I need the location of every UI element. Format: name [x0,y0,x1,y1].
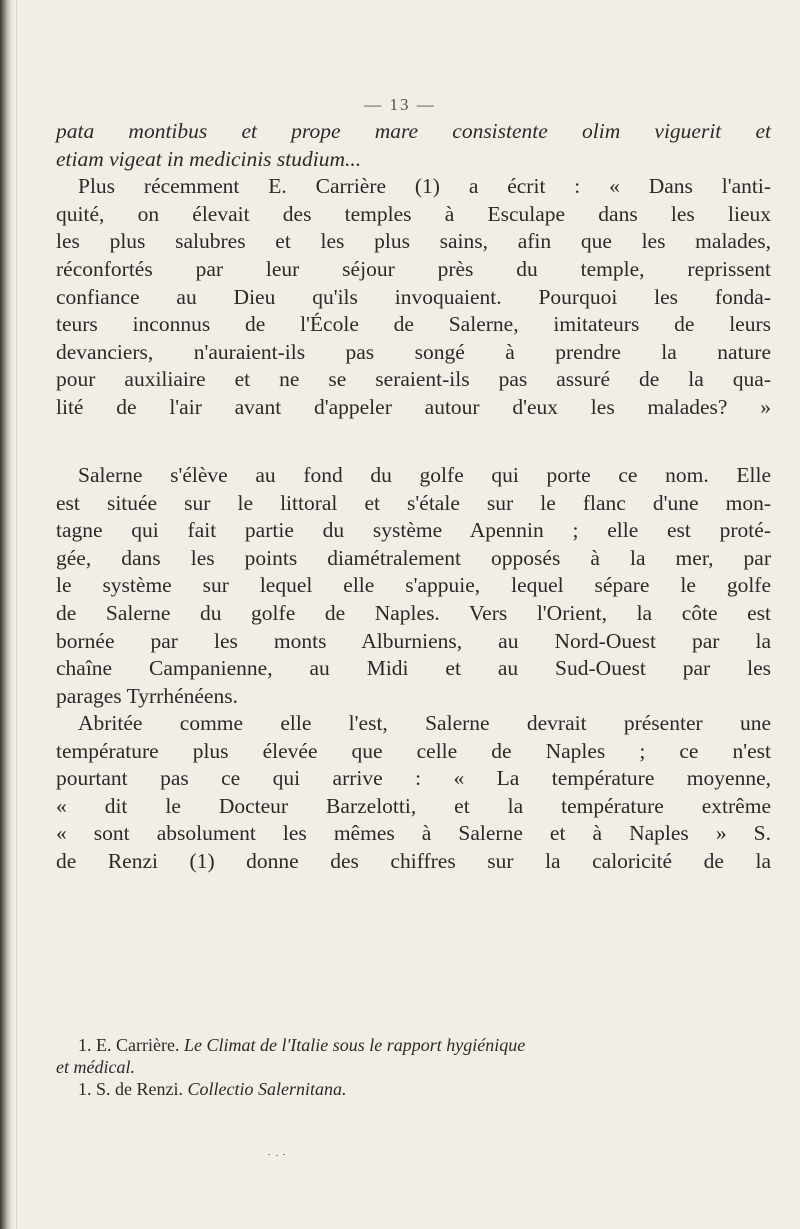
text-line: confiance au Dieu qu'ils invoquaient. Pourquoi les fonda- [56,284,771,309]
text-line: température plus élevée que celle de Naples ; ce n'est [56,738,771,763]
page-binding-edge [0,0,14,1229]
text-line: gée, dans les points diamétralement opposés à la mer, par [56,545,771,570]
paragraph-quote-carriere [56,118,771,422]
speck [283,1154,285,1155]
text-line: réconfortés par leur séjour près du temple, reprissent [56,256,771,281]
text-line: « dit le Docteur Barzelotti, et la température extrême [56,793,771,818]
text-line: quité, on élevait des temples à Esculape dans les lieux [56,201,771,226]
paragraph-salerne-temperature [56,710,771,876]
footnote-1-title: Le Climat de l'Italie sous le rapport hygiénique [183,1035,526,1055]
text-line: Salerne s'élève au fond du golfe qui porte ce nom. Elle [78,463,771,487]
text-line: bornée par les monts Alburniens, au Nord-Ouest par la [56,628,771,653]
speck [276,1155,278,1156]
text-line: chaîne Campanienne, au Midi et au Sud-Ouest par les [56,656,771,681]
text-line: les plus salubres et les plus sains, afin que les malades, [56,229,771,254]
text-line: teurs inconnus de l'École de Salerne, imitateurs de leurs [56,312,771,337]
text-line: est située sur le littoral et s'étale sur le flanc d'une mon- [56,490,771,515]
footnotes [56,1034,771,1100]
text-line: etiam vigeat in medicinis studium... [56,146,362,171]
paper-specks [268,1152,308,1158]
text-line: pourtant pas ce qui arrive : « La température moyenne, [56,766,771,791]
text-line: Plus récemment E. Carrière (1) a écrit : « Dans l'anti- [78,174,771,199]
footnote-2 [56,1078,771,1100]
text-line: de Renzi (1) donne des chiffres sur la caloricité de la [56,848,771,873]
paragraph-salerne-geography [56,462,771,710]
footnote-2-author: 1. S. de Renzi. [78,1079,188,1099]
page-margin-line [16,0,17,1229]
text-line: le système sur lequel elle s'appuie, lequel sépare le golfe [56,573,771,598]
text-line: devanciers, n'auraient-ils pas songé à prendre la nature [56,339,771,364]
text-line: Abritée comme elle l'est, Salerne devrait présenter une [78,711,771,735]
footnote-1 [56,1034,771,1056]
speck [268,1154,270,1155]
text-line: de Salerne du golfe de Naples. Vers l'Orient, la côte est [56,600,771,625]
footnote-2-title: Collectio Salernitana. [187,1079,347,1099]
footnote-1-author: 1. E. Carrière. [78,1035,184,1055]
text-line: « sont absolument les mêmes à Salerne et à Naples » S. [56,821,771,846]
text-line: tagne qui fait partie du système Apennin ; elle est proté- [56,518,771,543]
text-line: pour auxiliaire et ne se seraient-ils pas assuré de la qua- [56,367,771,392]
page-number: — 13 — [364,95,436,114]
footnote-1-continuation: et médical. [56,1057,135,1077]
text-line: lité de l'air avant d'appeler autour d'eux les malades? » [56,394,771,419]
text-line: pata montibus et prope mare consistente olim viguerit et [56,119,771,143]
text-line: parages Tyrrhénéens. [56,683,238,708]
